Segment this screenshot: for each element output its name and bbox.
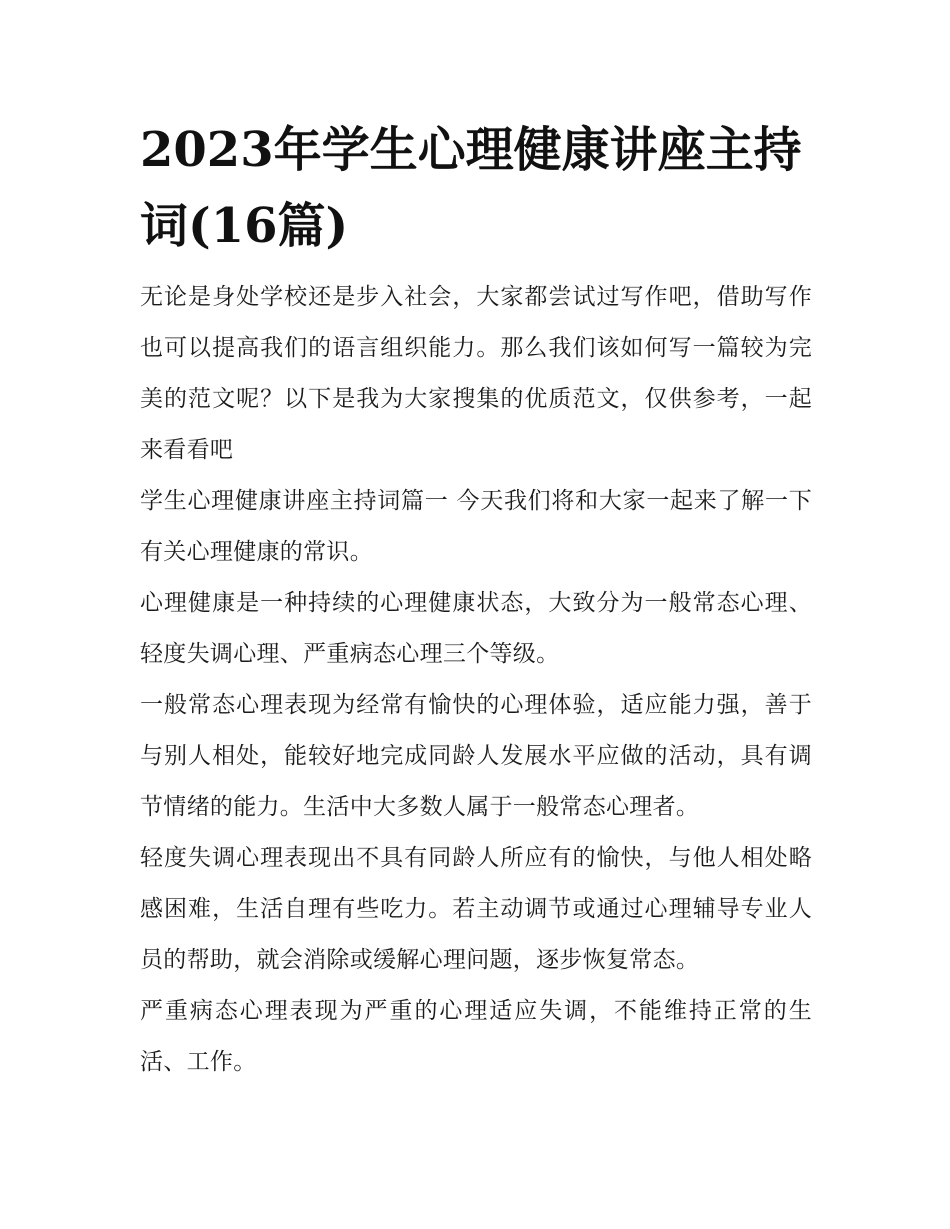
paragraph-mental-health-definition: 心理健康是一种持续的心理健康状态，大致分为一般常态心理、轻度失调心理、严重病态心理三个等级。 (140, 590, 812, 667)
document-body (140, 272, 812, 1088)
paragraph-normal-state: 一般常态心理表现为经常有愉快的心理体验，适应能力强，善于与别人相处，能较好地完成同龄人发展水平应做的活动，具有调节情绪的能力。生活中大多数人属于一般常态心理者。 (140, 692, 812, 820)
document-title: 2023年学生心理健康讲座主持词(16篇) (140, 122, 802, 254)
paragraph-intro: 无论是身处学校还是步入社会，大家都尝试过写作吧，借助写作也可以提高我们的语言组织能力。那么我们该如何写一篇较为完美的范文呢？以下是我为大家搜集的优质范文，仅供参考，一起来看看吧 (140, 284, 812, 463)
paragraph-severe-disorder: 严重病态心理表现为严重的心理适应失调，不能维持正常的生活、工作。 (140, 998, 812, 1075)
paragraph-chapter-one: 学生心理健康讲座主持词篇一 今天我们将和大家一起来了解一下有关心理健康的常识。 (140, 488, 812, 565)
document-content (140, 112, 812, 1088)
paragraph-mild-disorder: 轻度失调心理表现出不具有同龄人所应有的愉快，与他人相处略感困难，生活自理有些吃力。若主动调节或通过心理辅导专业人员的帮助，就会消除或缓解心理问题，逐步恢复常态。 (140, 845, 812, 973)
